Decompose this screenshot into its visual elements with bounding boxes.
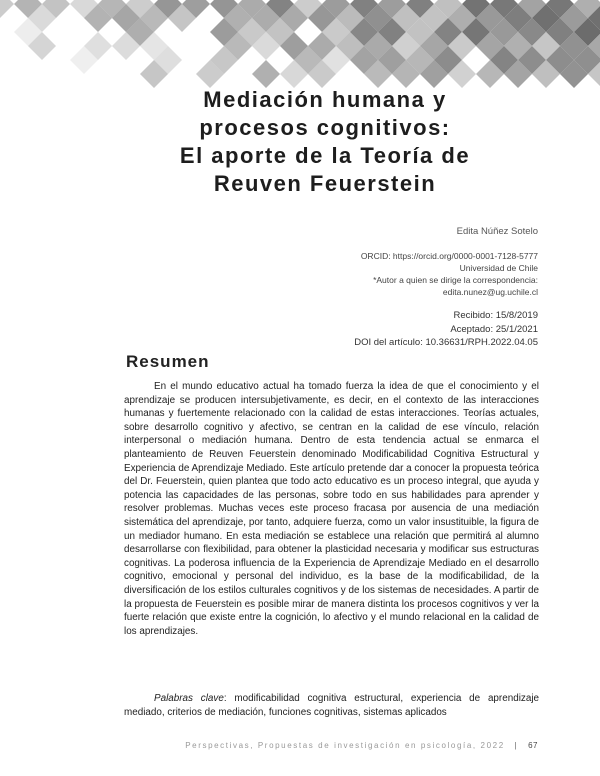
- doi-link[interactable]: DOI del artículo: 10.36631/RPH.2022.04.05: [354, 337, 538, 348]
- received-date: Recibido: 15/8/2019: [453, 310, 538, 321]
- keywords-label: Palabras clave: [154, 693, 224, 704]
- page-footer: [185, 741, 538, 750]
- title-line: Reuven Feuerstein: [213, 171, 437, 196]
- correspondence-note: *Autor a quien se dirige la correspondencia:: [373, 275, 538, 285]
- footer-separator: |: [514, 741, 519, 750]
- article-title: [110, 86, 540, 198]
- abstract-text: En el mundo educativo actual ha tomado fuerza la idea de que el conocimiento y el aprendizaje se producen intersubjetivamente, es decir, en el contexto de las interacciones humanas y fuertemente relacionado con la calidad de estas interacciones. Teorías actuales, sobre desarrollo cognitivo y afectivo, se centran en la calidad de ese vínculo, relación interpersonal o mediación humana. Dentro de esta tendencia actual se enmarca el planteamiento de Reuven Feuerstein denominado Modificabilidad Cognitiva Estructural y Experiencia de Aprendizaje Mediado. Este artículo pretende dar a conocer la propuesta teórica del Dr. Feuerstein, quien plantea que todo acto educativo es un proceso integral, que ayuda y potencia las capacidades de las personas, sobre todo en sus habilidades para aprender y resolver problemas. Muchas veces este proceso fracasa por ausencia de una mediación sistemática del aprendizaje, por tanto, adquiere fuerza, como un valor insustituible, la figura de un mediador humano. En esta mediación se establece una relación que permitirá al alumno desarrollarse con flexibilidad, para obtener la plasticidad necesaria y modificar sus estructuras cognitivas. La poderosa influencia de la Experiencia de Aprendizaje Mediado en el desarrollo cognitivo, emocional y personal del individuo, es la base de la modificabilidad, de la diversificación de los estilos culturales cognitivos y de los sistemas de necesidades. A partir de la propuesta de Feuerstein es posible mirar de manera distinta los procesos cognitivos y ver la fuerte relación que existe entre la cognición, lo afectivo y el mundo relacional en la calidad de los aprendizajes.: [124, 381, 540, 637]
- pattern-diamond: [252, 60, 280, 88]
- pattern-diamond: [0, 0, 14, 18]
- title-line: procesos cognitivos:: [199, 115, 451, 140]
- accepted-date: Aceptado: 25/1/2021: [450, 323, 538, 335]
- email-link[interactable]: edita.nunez@ug.uchile.cl: [442, 287, 538, 297]
- author-metadata: [361, 250, 538, 298]
- publication-dates: [354, 309, 538, 350]
- title-line: Mediación humana y: [203, 87, 447, 112]
- author-name: Edita Núñez Sotelo: [456, 226, 538, 237]
- page-number: 67: [528, 741, 538, 750]
- affiliation: Universidad de Chile: [459, 263, 538, 273]
- journal-name: Perspectivas, Propuestas de investigación en psicología, 2022: [185, 741, 505, 750]
- orcid-link[interactable]: ORCID: https://orcid.org/0000-0001-7128-5777: [360, 251, 538, 261]
- keywords: [124, 692, 539, 719]
- keywords-text: : modificabilidad cognitiva estructural, experiencia de aprendizaje mediado, criterios de mediación, funciones cognitivas, sistemas aplicados: [124, 693, 539, 718]
- title-line: El aporte de la Teoría de: [179, 143, 471, 168]
- abstract-heading: Resumen: [126, 352, 210, 371]
